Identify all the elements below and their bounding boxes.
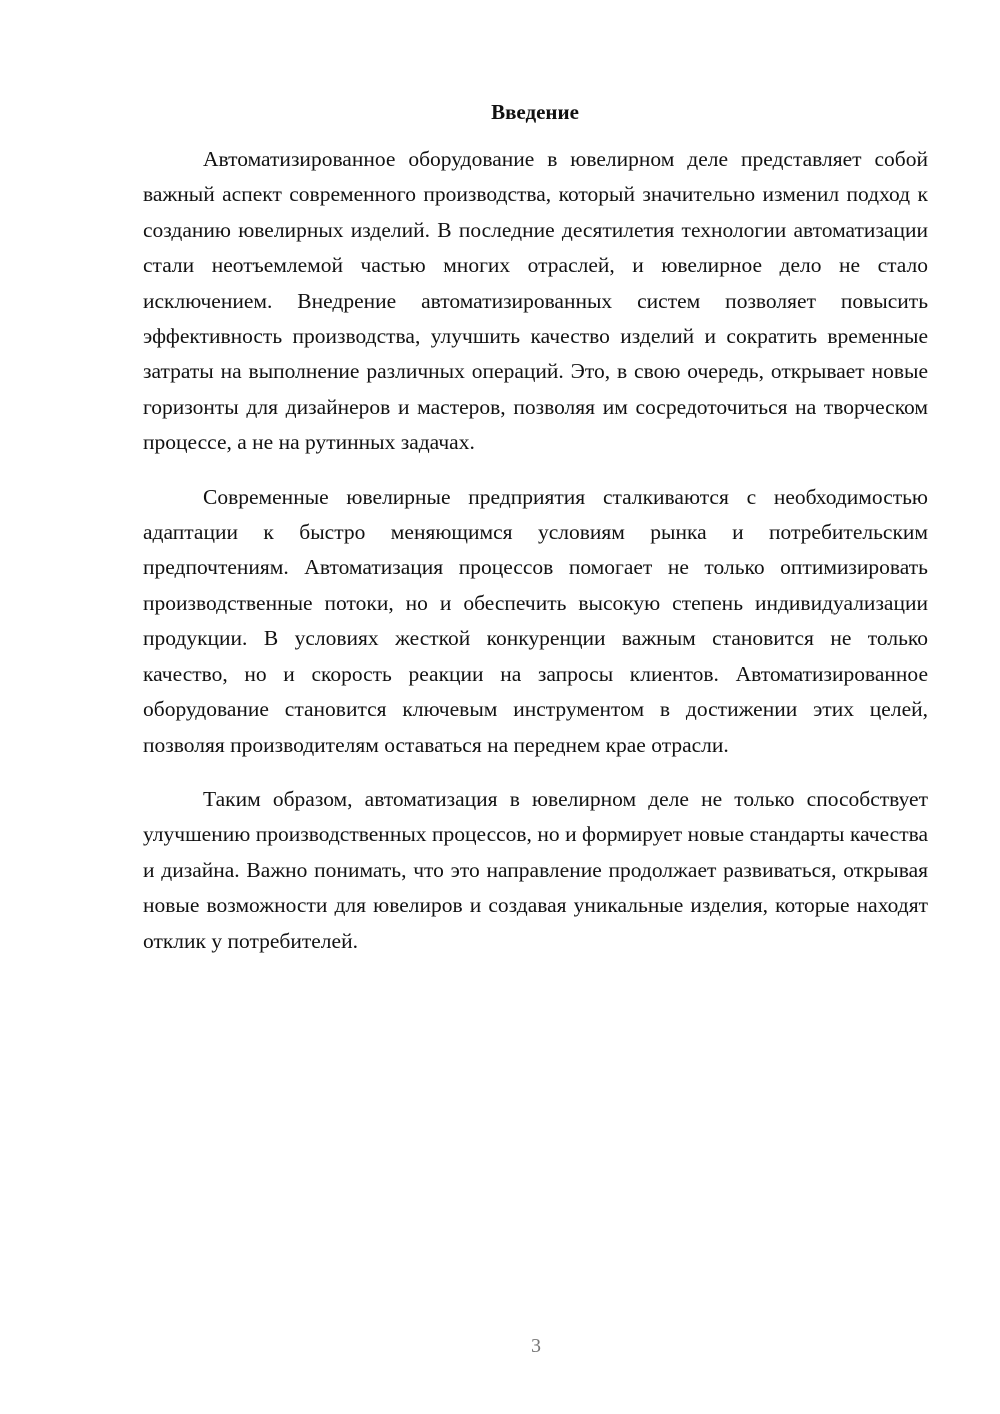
page-title: Введение	[491, 100, 579, 124]
page-number: 3	[531, 1335, 541, 1357]
body-text	[143, 142, 928, 959]
paragraph-1: Автоматизированное оборудование в ювелирном деле представляет собой важный аспект современного производства, который значительно изменил подход к созданию ювелирных изделий. В последние десятилетия технологии автоматизации стали неотъемлемой частью многих отраслей, и ювелирное дело не стало исключением. Внедрение автоматизированных систем позволяет повысить эффективность производства, улучшить качество изделий и сократить временные затраты на выполнение различных операций. Это, в свою очередь, открывает новые горизонты для дизайнеров и мастеров, позволяя им сосредоточиться на творческом процессе, а не на рутинных задачах.	[143, 147, 928, 455]
paragraph-2: Современные ювелирные предприятия сталкиваются с необходимостью адаптации к быстро меняющимся условиям рынка и потребительским предпочтениям. Автоматизация процессов помогает не только оптимизировать производственные потоки, но и обеспечить высокую степень индивидуализации продукции. В условиях жесткой конкуренции важным становится не только качество, но и скорость реакции на запросы клиентов. Автоматизированное оборудование становится ключевым инструментом в достижении этих целей, позволяя производителям оставаться на переднем крае отрасли.	[143, 484, 928, 757]
paragraph-3: Таким образом, автоматизация в ювелирном деле не только способствует улучшению производственных процессов, но и формирует новые стандарты качества и дизайна. Важно понимать, что это направление продолжает развиваться, открывая новые возможности для ювелиров и создавая уникальные изделия, которые находят отклик у потребителей.	[143, 786, 928, 953]
